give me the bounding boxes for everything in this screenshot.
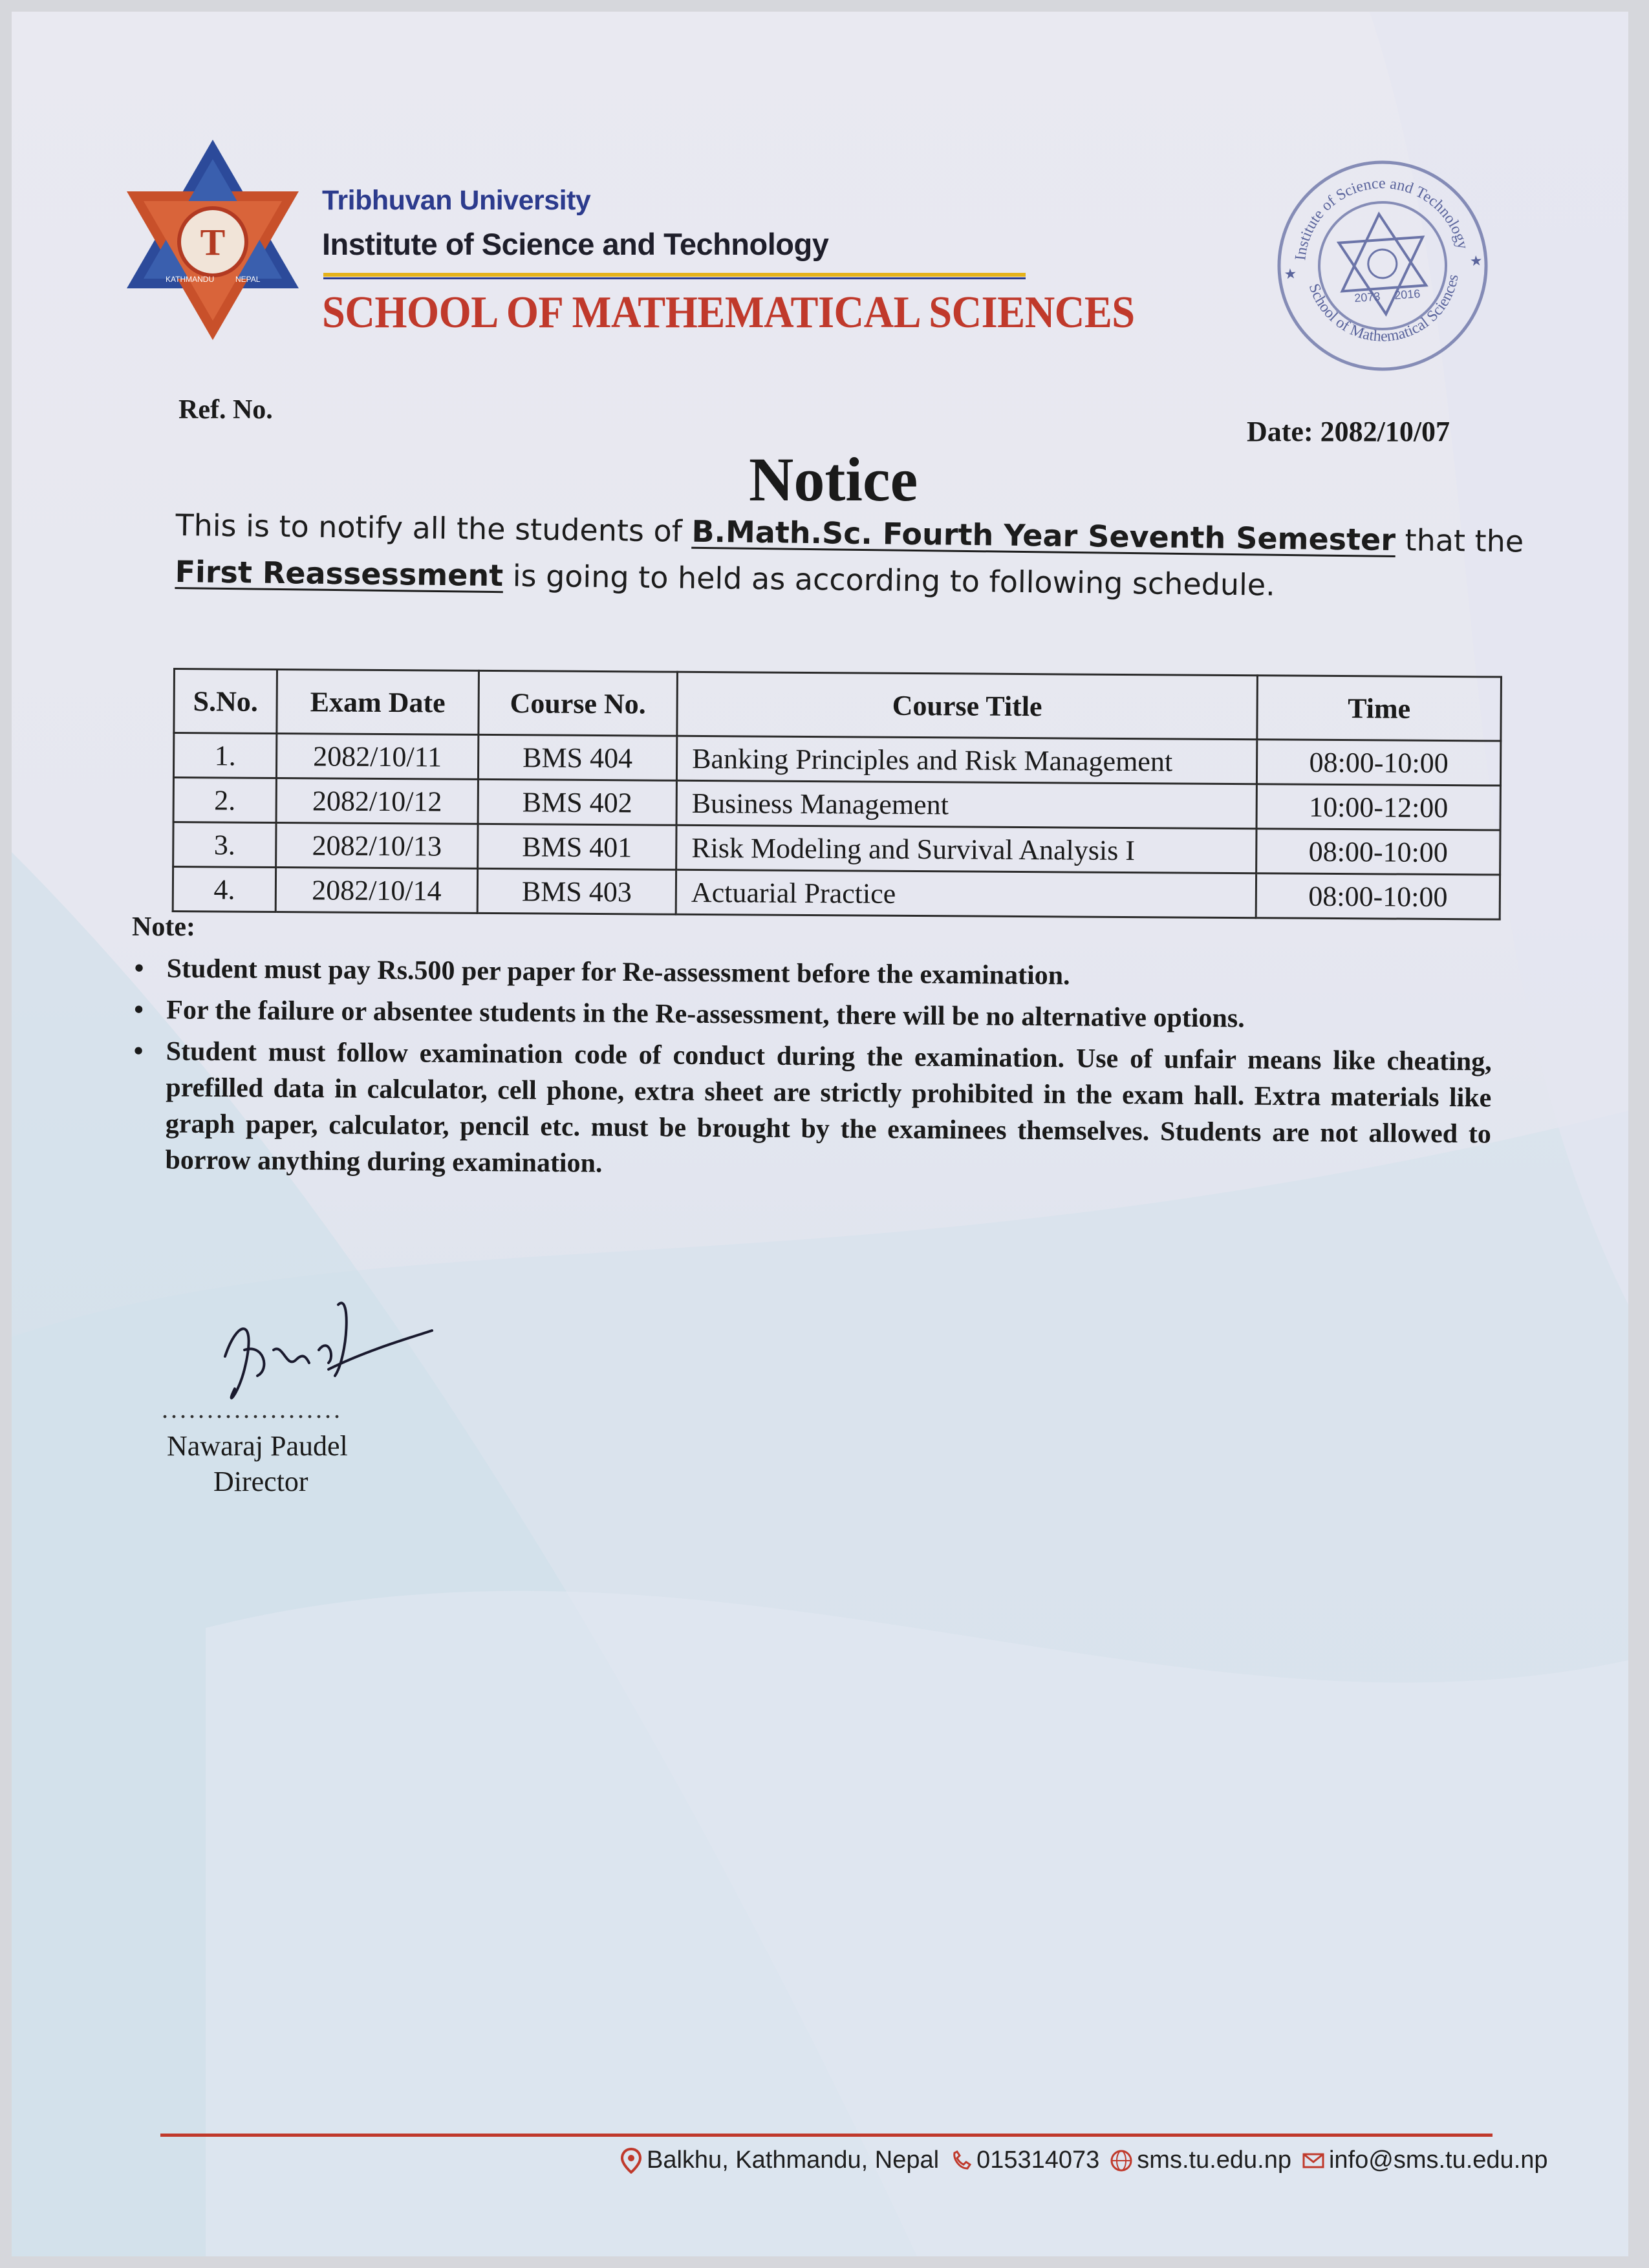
university-name: Tribhuvan University bbox=[322, 185, 591, 216]
institute-name: Institute of Science and Technology bbox=[322, 227, 829, 261]
svg-text:2016: 2016 bbox=[1394, 287, 1421, 302]
footer-contact bbox=[620, 2146, 1548, 2174]
location-pin-icon bbox=[620, 2148, 643, 2174]
header-rule-yellow bbox=[323, 273, 1026, 277]
column-header-course-title: Course Title bbox=[677, 672, 1258, 739]
intro-program: B.Math.Sc. Fourth Year Seventh Semester bbox=[691, 513, 1396, 558]
cell-course-title: Risk Modeling and Survival Analysis I bbox=[676, 825, 1256, 873]
cell-course-title: Banking Principles and Risk Management bbox=[676, 736, 1256, 784]
signatory-name: Nawaraj Paudel bbox=[167, 1430, 348, 1462]
intro-text-1: This is to notify all the students of bbox=[175, 507, 692, 549]
cell-time: 08:00-10:00 bbox=[1256, 740, 1500, 786]
table-row bbox=[173, 867, 1500, 920]
cell-time: 08:00-10:00 bbox=[1256, 873, 1500, 919]
cell-sno: 2. bbox=[173, 778, 276, 823]
table-row bbox=[173, 822, 1500, 875]
exam-schedule-table bbox=[172, 668, 1502, 921]
header-rule-blue bbox=[323, 277, 1026, 279]
list-item: • Student must pay Rs.500 per paper for Re-assessment before the examination. bbox=[135, 950, 1493, 997]
svg-text:T: T bbox=[200, 221, 226, 263]
cell-sno: 3. bbox=[173, 822, 276, 868]
svg-text:NEPAL: NEPAL bbox=[235, 275, 261, 284]
footer-website: sms.tu.edu.np bbox=[1137, 2146, 1291, 2174]
column-header-sno: S.No. bbox=[174, 669, 277, 734]
svg-text:School of Mathematical Science: School of Mathematical Sciences bbox=[1305, 273, 1462, 345]
footer-address: Balkhu, Kathmandu, Nepal bbox=[647, 2146, 940, 2174]
cell-exam-date: 2082/10/11 bbox=[276, 733, 478, 779]
official-seal-stamp-icon bbox=[1262, 145, 1503, 387]
cell-sno: 4. bbox=[173, 867, 275, 912]
cell-course-no: BMS 403 bbox=[477, 868, 676, 914]
globe-icon bbox=[1110, 2148, 1133, 2174]
document-page bbox=[12, 12, 1628, 2256]
reference-number-label: Ref. No. bbox=[178, 395, 273, 425]
svg-text:Institute of Science and Techn: Institute of Science and Technology bbox=[1292, 175, 1472, 261]
intro-text-3: is going to held as according to following schedule. bbox=[502, 558, 1276, 603]
cell-time: 08:00-10:00 bbox=[1256, 829, 1500, 875]
list-item: • Student must follow examination code of conduct during the examination. Use of unfair means like cheating, prefilled data in calculator, cell phone, extra sheet are strictly prohibited in the exam hall. Extra materials like graph paper, calculator, pencil etc. must be brought by the examinees themselves. Students are not allowed to borrow anything during examination. bbox=[133, 1033, 1492, 1188]
table-row bbox=[173, 778, 1500, 831]
school-name: SCHOOL OF MATHEMATICAL SCIENCES bbox=[322, 288, 1135, 337]
cell-exam-date: 2082/10/13 bbox=[276, 822, 478, 868]
email-icon bbox=[1302, 2148, 1325, 2174]
notes-list bbox=[133, 950, 1493, 1193]
cell-course-no: BMS 402 bbox=[478, 779, 676, 825]
table-row bbox=[173, 733, 1500, 786]
tribhuvan-university-logo-icon bbox=[127, 140, 299, 340]
footer-email: info@sms.tu.edu.np bbox=[1328, 2146, 1548, 2174]
cell-exam-date: 2082/10/12 bbox=[276, 778, 478, 824]
page-title: Notice bbox=[749, 445, 918, 514]
intro-text-2: that the bbox=[1395, 522, 1524, 559]
footer-phone: 015314073 bbox=[976, 2146, 1100, 2174]
cell-course-title: Business Management bbox=[676, 780, 1256, 828]
cell-course-no: BMS 404 bbox=[478, 734, 676, 780]
intro-exam-type: First Reassessment bbox=[175, 553, 504, 594]
column-header-exam-date: Exam Date bbox=[277, 669, 479, 734]
svg-text:★: ★ bbox=[1469, 252, 1483, 270]
column-header-time: Time bbox=[1257, 676, 1502, 741]
cell-course-title: Actuarial Practice bbox=[676, 870, 1256, 917]
notice-date: Date: 2082/10/07 bbox=[1247, 416, 1450, 447]
table-header-row bbox=[174, 669, 1502, 742]
cell-course-no: BMS 401 bbox=[478, 824, 676, 870]
notice-intro-paragraph bbox=[175, 502, 1534, 612]
signatory-role: Director bbox=[213, 1466, 308, 1497]
phone-icon bbox=[949, 2148, 973, 2174]
footer-rule bbox=[160, 2134, 1493, 2137]
cell-time: 10:00-12:00 bbox=[1256, 784, 1500, 830]
cell-sno: 1. bbox=[173, 733, 276, 778]
column-header-course-no: Course No. bbox=[479, 670, 678, 736]
cell-exam-date: 2082/10/14 bbox=[275, 867, 477, 913]
svg-text:★: ★ bbox=[1283, 265, 1298, 283]
list-item: • For the failure or absentee students in the Re-assessment, there will be no alternative options. bbox=[134, 992, 1492, 1038]
notes-heading: Note: bbox=[132, 912, 195, 942]
svg-text:KATHMANDU: KATHMANDU bbox=[166, 275, 215, 284]
signature-line: .................... bbox=[162, 1395, 343, 1424]
svg-text:2073: 2073 bbox=[1353, 290, 1381, 305]
